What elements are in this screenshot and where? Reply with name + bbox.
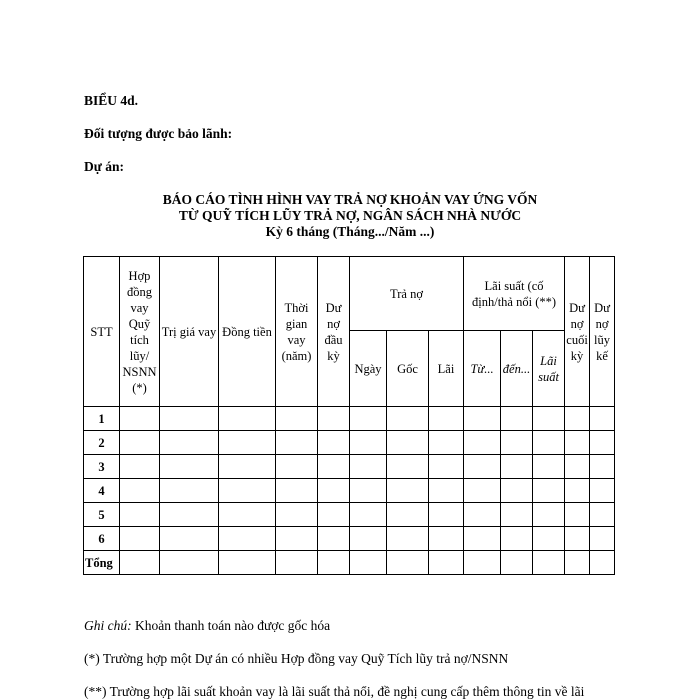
table-cell: [501, 431, 533, 455]
table-cell: [590, 455, 615, 479]
col-header-to: đến...: [501, 331, 533, 407]
note-text: Khoản thanh toán nào được gốc hóa: [131, 618, 331, 633]
table-cell: [533, 431, 565, 455]
table-cell: [464, 479, 501, 503]
table-cell: [276, 407, 318, 431]
col-header-closing-balance: Dư nợ cuối kỳ: [565, 257, 590, 407]
table-cell: [464, 431, 501, 455]
note-line: [84, 618, 330, 634]
table-cell: [350, 503, 387, 527]
table-cell: [350, 455, 387, 479]
table-cell: [565, 551, 590, 575]
row-number: 5: [84, 503, 120, 527]
table-cell: [565, 455, 590, 479]
col-header-opening-balance: Dư nợ đầu kỳ: [318, 257, 350, 407]
table-cell: [120, 431, 160, 455]
table-cell: [533, 503, 565, 527]
col-header-principal: Gốc: [387, 331, 429, 407]
table-cell: [350, 527, 387, 551]
table-row: [84, 431, 615, 455]
table-cell: [429, 455, 464, 479]
guaranteed-party-label: Đối tượng được bảo lãnh:: [84, 126, 233, 141]
table-cell: [120, 455, 160, 479]
col-header-currency: Đồng tiền: [219, 257, 276, 407]
project-label: Dự án:: [84, 159, 124, 174]
report-period: Kỳ 6 tháng (Tháng.../Năm ...): [265, 224, 435, 239]
table-row: [84, 407, 615, 431]
table-cell: [429, 431, 464, 455]
table-cell: [501, 527, 533, 551]
table-cell: [501, 479, 533, 503]
table-cell: [429, 479, 464, 503]
table-cell: [120, 551, 160, 575]
table-cell: [276, 503, 318, 527]
table-cell: [464, 551, 501, 575]
table-cell: [318, 551, 350, 575]
table-cell: [533, 407, 565, 431]
table-cell: [501, 455, 533, 479]
footnote-1: (*) Trường hợp một Dự án có nhiều Hợp đồng vay Quỹ Tích lũy trả nợ/NSNN: [84, 651, 509, 666]
table-cell: [565, 407, 590, 431]
note-label: Ghi chú:: [84, 618, 132, 633]
table-cell: [219, 431, 276, 455]
col-header-repayment-date: Ngày: [350, 331, 387, 407]
col-header-cumulative-balance: Dư nợ lũy kế: [590, 257, 615, 407]
table-cell: [501, 407, 533, 431]
table-cell: [318, 479, 350, 503]
row-number: 1: [84, 407, 120, 431]
table-cell: [429, 551, 464, 575]
table-cell: [318, 527, 350, 551]
table-row: [84, 479, 615, 503]
table-cell: [590, 527, 615, 551]
table-cell: [120, 479, 160, 503]
table-cell: [429, 407, 464, 431]
table-cell: [350, 551, 387, 575]
col-header-rate: Lãi suất: [533, 331, 565, 407]
table-cell: [160, 551, 219, 575]
table-cell: [464, 527, 501, 551]
report-title-line-1: BÁO CÁO TÌNH HÌNH VAY TRẢ NỢ KHOẢN VAY ỨNG VỐN: [162, 192, 538, 207]
table-cell: [219, 503, 276, 527]
row-number: 2: [84, 431, 120, 455]
table-cell: [120, 407, 160, 431]
table-cell: [219, 479, 276, 503]
table-cell: [464, 407, 501, 431]
row-number: 3: [84, 455, 120, 479]
table-cell: [350, 479, 387, 503]
table-cell: [120, 527, 160, 551]
row-number: 6: [84, 527, 120, 551]
table-cell: [429, 503, 464, 527]
table-cell: [501, 551, 533, 575]
table-cell: [160, 503, 219, 527]
col-header-contract: Hợp đồng vay Quỹ tích lũy/ NSNN (*): [120, 257, 160, 407]
table-row: [84, 527, 615, 551]
table-cell: [565, 527, 590, 551]
col-header-stt: STT: [84, 257, 120, 407]
col-header-loan-term: Thời gian vay (năm): [276, 257, 318, 407]
form-label: BIỂU 4d.: [84, 93, 139, 108]
table-cell: [219, 455, 276, 479]
table-cell: [590, 407, 615, 431]
table-cell: [533, 527, 565, 551]
table-cell: [318, 455, 350, 479]
table-cell: [387, 431, 429, 455]
table-cell: [565, 431, 590, 455]
col-header-interest: Lãi: [429, 331, 464, 407]
table-cell: [464, 455, 501, 479]
table-cell: [160, 479, 219, 503]
table-cell: [160, 455, 219, 479]
col-header-from: Từ...: [464, 331, 501, 407]
table-cell: [565, 479, 590, 503]
table-cell: [590, 551, 615, 575]
table-cell: [276, 551, 318, 575]
total-row: [84, 551, 615, 575]
table-cell: [219, 551, 276, 575]
col-header-repayment: Trả nợ: [350, 257, 464, 331]
table-cell: [387, 551, 429, 575]
table-cell: [565, 503, 590, 527]
loan-report-table: [83, 256, 615, 575]
table-cell: [590, 479, 615, 503]
table-row: [84, 503, 615, 527]
table-cell: [318, 503, 350, 527]
footnote-2: (**) Trường hợp lãi suất khoản vay là lãi suất thả nổi, đề nghị cung cấp thêm thông tin về lãi: [84, 684, 585, 699]
table-cell: [160, 407, 219, 431]
table-cell: [533, 479, 565, 503]
table-cell: [219, 527, 276, 551]
table-row: [84, 455, 615, 479]
table-cell: [350, 407, 387, 431]
table-cell: [219, 407, 276, 431]
header-row-1: [84, 257, 615, 331]
table-cell: [318, 407, 350, 431]
table-cell: [276, 527, 318, 551]
table-cell: [387, 455, 429, 479]
report-title-line-2: TỪ QUỸ TÍCH LŨY TRẢ NỢ, NGÂN SÁCH NHÀ NƯỚC: [178, 208, 522, 223]
table-cell: [350, 431, 387, 455]
table-cell: [276, 455, 318, 479]
table-cell: [533, 455, 565, 479]
table-cell: [533, 551, 565, 575]
table-cell: [387, 407, 429, 431]
table-cell: [387, 527, 429, 551]
table-cell: [590, 503, 615, 527]
table-cell: [429, 527, 464, 551]
table-cell: [160, 527, 219, 551]
table-cell: [464, 503, 501, 527]
table-cell: [590, 431, 615, 455]
table-cell: [501, 503, 533, 527]
table-cell: [160, 431, 219, 455]
table-cell: [276, 479, 318, 503]
row-number: 4: [84, 479, 120, 503]
col-header-loan-value: Trị giá vay: [160, 257, 219, 407]
table-cell: [318, 431, 350, 455]
table-cell: [120, 503, 160, 527]
table-cell: [387, 503, 429, 527]
table-cell: [276, 431, 318, 455]
col-header-interest-rate: Lãi suất (cố định/thả nổi (**): [464, 257, 565, 331]
table-cell: [387, 479, 429, 503]
total-label: Tổng: [84, 551, 120, 575]
